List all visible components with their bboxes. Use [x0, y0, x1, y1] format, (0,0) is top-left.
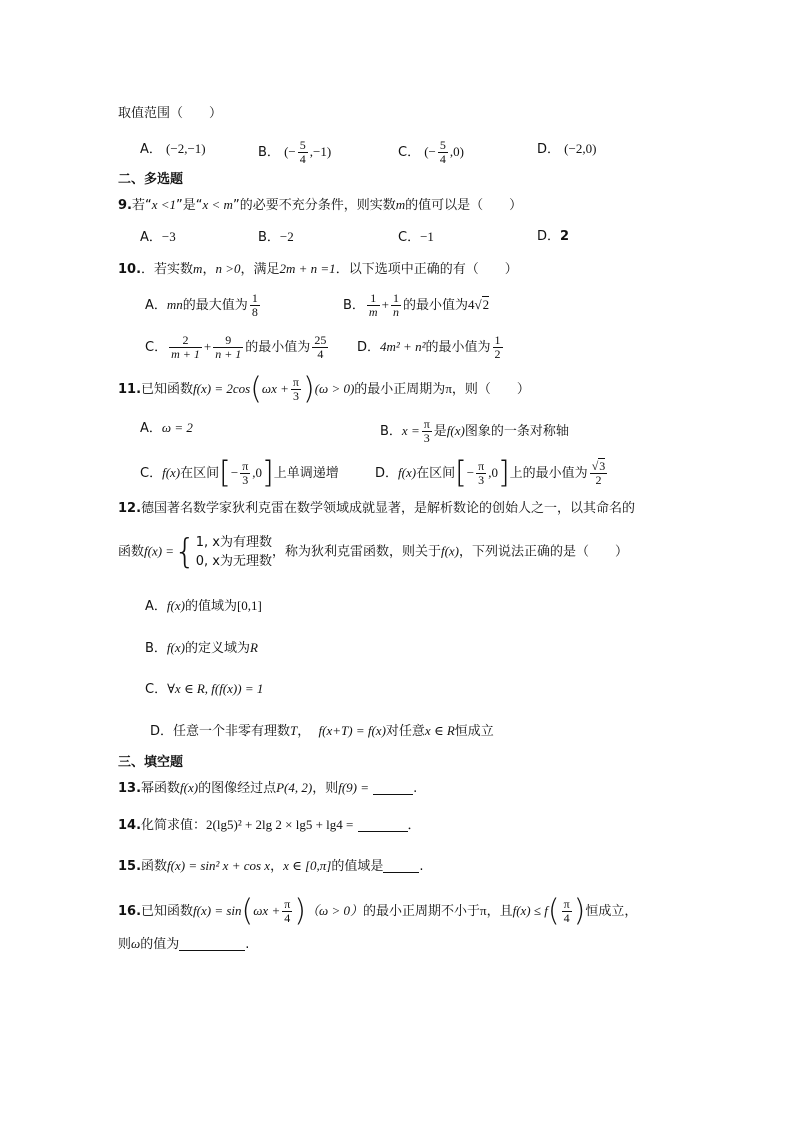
math: x ∈ R — [424, 723, 455, 738]
numerator: 1 — [367, 292, 380, 306]
text: 化简求值： — [141, 818, 207, 833]
q12-option-c — [145, 679, 263, 700]
fraction — [438, 139, 448, 166]
numerator: π — [284, 897, 291, 911]
text: ，称为狄利克雷函数，则关于 — [271, 544, 441, 560]
math: f(x) — [162, 465, 181, 480]
option-letter: B． — [258, 145, 280, 160]
q8-option-c — [398, 139, 464, 166]
answer-blank[interactable] — [179, 936, 245, 951]
text: 图象的一条对称轴 — [464, 424, 569, 439]
numerator: 5 — [439, 138, 446, 152]
q11-option-c: C．f(x)在区间[− $\frac{\pi}{3}$ ,0]上单调递增 — [140, 455, 339, 491]
denominator: n + 1 — [215, 347, 242, 361]
denominator: m — [368, 305, 378, 319]
denominator: 8 — [251, 305, 258, 319]
denominator: 2 — [595, 473, 602, 487]
math: ω — [131, 936, 141, 951]
fraction — [493, 334, 503, 361]
question-number: 10. — [118, 262, 142, 277]
text: . — [245, 937, 250, 952]
text: 幂函数 — [141, 781, 181, 796]
numerator: 1 — [251, 291, 258, 305]
q12-option-d — [150, 721, 494, 742]
text: 的图像经过点 — [198, 781, 277, 796]
math: ωx + — [261, 381, 289, 396]
section-fill-in-blank: 三、填空题 — [118, 755, 184, 770]
question-number: 12. — [118, 501, 142, 516]
math: f(x) = — [144, 543, 175, 559]
radicand: 3 — [599, 459, 606, 473]
question-10 — [118, 259, 518, 280]
text: ， — [270, 859, 284, 874]
math: R — [249, 640, 258, 655]
text: ，满足 — [240, 262, 280, 277]
text: 的值可以是（ ） — [405, 198, 523, 213]
text: ，且 — [486, 904, 513, 919]
text: 若“ — [131, 198, 152, 213]
option-letter: C． — [140, 466, 163, 481]
math: x <1 — [151, 197, 177, 212]
fraction — [240, 460, 250, 487]
math: ,0 — [488, 465, 498, 480]
text: . — [419, 859, 424, 874]
text: 对任意 — [385, 724, 425, 739]
denominator: n — [392, 305, 399, 319]
text: 的最大值为 — [182, 298, 248, 313]
denominator: 3 — [292, 389, 299, 403]
text: ”的必要不充分条件，则实数 — [232, 198, 396, 213]
text: 已知函数 — [141, 904, 194, 919]
text: 的最小正周期为 — [354, 382, 446, 397]
math: ω = 2 — [161, 420, 193, 435]
text: 的最小正周期不小于 — [362, 904, 480, 919]
option-value: 2 — [560, 229, 570, 244]
numerator: π — [292, 375, 299, 389]
numerator: π — [423, 417, 430, 431]
text: . — [413, 781, 418, 796]
math: f(x) = sin² x + cos x — [167, 858, 271, 873]
math: f(x) — [440, 543, 460, 559]
question-12-line1 — [118, 499, 635, 519]
fraction — [422, 418, 432, 445]
text: ， — [202, 262, 216, 277]
option-letter: D． — [357, 340, 381, 355]
option-letter: A． — [140, 142, 162, 157]
fraction — [291, 376, 301, 403]
fraction — [367, 292, 380, 319]
text: ． — [407, 818, 421, 833]
text: 的定义域为 — [184, 641, 250, 656]
math: π — [445, 381, 452, 396]
answer-blank[interactable] — [373, 780, 413, 795]
math: π — [479, 903, 487, 918]
numerator: 2 — [169, 334, 202, 348]
math: [0,1] — [236, 598, 262, 613]
case-rational: 1, x为有理数 — [195, 535, 272, 550]
option-letter: A． — [140, 230, 162, 245]
text: 的最小值为 — [402, 298, 468, 313]
text: 恒成立 — [454, 724, 494, 739]
q11-option-b — [380, 418, 569, 445]
numerator: π — [563, 897, 570, 911]
text: 在区间 — [416, 466, 456, 481]
option-letter: D． — [537, 229, 561, 244]
option-letter: B． — [145, 641, 167, 656]
q10-option-d — [357, 334, 505, 361]
text: 函数 — [118, 544, 145, 560]
denominator: 4 — [317, 347, 324, 361]
text: ”是“ — [176, 198, 203, 213]
fraction — [250, 292, 260, 319]
q9-option-a — [140, 227, 176, 248]
denominator: 3 — [478, 473, 485, 487]
option-value: −1 — [420, 229, 434, 244]
text: 则 — [118, 937, 132, 952]
numerator: 25 — [314, 333, 327, 347]
q9-option-b — [258, 227, 294, 248]
fraction: $\frac{√3}{2}$ — [591, 459, 606, 487]
piecewise-cases — [196, 533, 272, 571]
text: 的值域是 — [331, 859, 384, 874]
math: f(x) — [398, 465, 417, 480]
numerator: 1 — [392, 291, 399, 305]
math: mn — [166, 297, 183, 312]
math: 4 — [467, 297, 475, 312]
text: 任意一个非零有理数 — [173, 724, 291, 739]
option-value: (−2,0) — [564, 141, 597, 156]
math: （ω > 0） — [306, 903, 363, 918]
text: 已知函数 — [141, 382, 194, 397]
option-letter: C． — [145, 340, 168, 355]
question-16-line2 — [118, 934, 249, 955]
math: f(x) ≤ f — [512, 903, 548, 918]
math: f(x) = sin — [193, 903, 242, 918]
answer-blank[interactable] — [358, 817, 408, 832]
text: ，则 — [312, 781, 339, 796]
q8-option-d — [537, 139, 596, 160]
math: ∀x ∈ R, f(f(x)) = 1 — [167, 681, 264, 696]
intro-label: 取值范围（ ） — [118, 106, 223, 121]
q11-option-d: D．f(x)在区间[− $\frac{\pi}{3}$ ,0]上的最小值为 $\frac{√3}{2}$ — [375, 455, 606, 491]
q9-option-d — [537, 227, 569, 247]
question-number: 9. — [118, 198, 132, 213]
math: 4m² + n² — [380, 339, 426, 354]
text: 的值为 — [140, 937, 180, 952]
math: x = — [401, 423, 420, 438]
math: (ω > 0) — [314, 381, 355, 396]
question-16-line1: 16.已知函数f(x) = sin(ωx + $\frac{\pi}{4}$ )（ω > 0）的最小正周期不小于π，且f(x) ≤ f( $\frac{\pi}{4}$ )恒成立， — [118, 893, 638, 929]
numerator: π — [242, 459, 249, 473]
text: 函数 — [141, 859, 168, 874]
question-15 — [118, 856, 424, 877]
fraction — [298, 139, 308, 166]
math: + — [381, 297, 389, 312]
math: m — [395, 197, 406, 212]
radicand: 2 — [482, 297, 490, 312]
fraction — [312, 334, 328, 361]
denominator: 4 — [439, 152, 446, 166]
question-number: 11. — [118, 382, 142, 397]
q11-option-a — [140, 418, 193, 439]
q12-option-a — [145, 596, 262, 617]
option-letter: B． — [258, 230, 280, 245]
math: f(x) — [446, 423, 465, 438]
text: ， — [297, 724, 311, 739]
option-prefix: (− — [284, 144, 296, 159]
q10-option-a — [145, 292, 262, 319]
section-multiple-choice: 二、多选题 — [118, 172, 184, 187]
fraction — [476, 460, 486, 487]
question-number: 14. — [118, 818, 142, 833]
math: 2m + n =1 — [279, 261, 336, 276]
math: f(x) — [166, 598, 185, 613]
text: 上单调递增 — [273, 466, 339, 481]
option-suffix: ,−1) — [309, 144, 332, 159]
math: f(x) — [180, 780, 199, 795]
text: ，则（ ） — [451, 382, 530, 397]
text: ，下列说法正确的是（ ） — [459, 544, 629, 560]
math: ,0 — [252, 465, 263, 480]
option-value: (−2,−1) — [166, 141, 206, 156]
question-14 — [118, 815, 421, 836]
option-letter: C． — [145, 682, 168, 697]
option-letter: C． — [398, 230, 421, 245]
denominator: 4 — [563, 911, 570, 925]
question-number: 15. — [118, 859, 142, 874]
text: 是 — [433, 424, 447, 439]
text: 的最小值为 — [425, 340, 491, 355]
math: m — [193, 261, 203, 276]
math: f(x) = 2cos — [193, 381, 251, 396]
q8-option-a — [140, 139, 206, 160]
option-suffix: ,0) — [449, 144, 464, 159]
fraction — [282, 898, 292, 925]
option-letter: C． — [398, 145, 421, 160]
math: x < m — [202, 197, 233, 212]
fraction — [391, 292, 401, 319]
denominator: 4 — [299, 152, 306, 166]
question-11: 11.已知函数f(x) = 2cos(ωx + $\frac{\pi}{3}$ )(ω > 0)的最小正周期为π，则（ ） — [118, 371, 530, 407]
text: 在区间 — [180, 466, 220, 481]
option-letter: B． — [380, 424, 402, 439]
math: T — [290, 723, 298, 738]
numerator: 9 — [213, 334, 243, 348]
text: ．以下选项中正确的有（ ） — [335, 262, 518, 277]
denominator: 3 — [423, 431, 430, 445]
text: 上的最小值为 — [509, 466, 588, 481]
question-9 — [118, 195, 522, 216]
math: 2(lg5)² + 2lg 2 × lg5 + lg4 = — [206, 817, 354, 832]
text: 的值域为 — [184, 599, 237, 614]
option-letter: D． — [375, 466, 399, 481]
option-value: −2 — [279, 229, 294, 244]
option-letter: A． — [145, 298, 167, 313]
answer-blank[interactable] — [383, 858, 419, 873]
q9-option-c — [398, 227, 434, 248]
question-number: 13. — [118, 781, 142, 796]
case-irrational: 0, x为无理数 — [195, 554, 272, 569]
option-letter: A． — [140, 421, 162, 436]
option-letter: D． — [150, 724, 174, 739]
numerator: 5 — [299, 138, 306, 152]
option-value: −3 — [161, 229, 176, 244]
text: 恒成立， — [585, 904, 638, 919]
fraction — [562, 898, 572, 925]
denominator: 4 — [284, 911, 291, 925]
math: f(9) = — [338, 780, 370, 795]
q8-option-b — [258, 139, 331, 166]
q12-option-b — [145, 638, 258, 659]
question-number: 16. — [118, 904, 142, 919]
math: ωx + — [253, 903, 281, 918]
math: + — [203, 339, 212, 354]
text: 的最小值为 — [245, 340, 311, 355]
q10-option-b: B． $\frac{1}{m}$ + $\frac{1}{n}$ 的最小值为4√2 — [343, 291, 490, 319]
fraction — [169, 334, 202, 361]
numerator: π — [478, 459, 485, 473]
fraction — [213, 334, 243, 361]
math: P(4, 2) — [276, 780, 313, 795]
math: n >0 — [215, 261, 241, 276]
math: x ∈ [0,π] — [283, 858, 332, 873]
math: f(x) — [166, 640, 185, 655]
option-letter: B． — [343, 298, 365, 313]
question-12-line2: 函数f(x) ={ 1, x为有理数 0, x为无理数 ，称为狄利克雷函数，则关于f(x)，下列说法正确的是（ ） — [118, 532, 629, 572]
denominator: 3 — [242, 473, 249, 487]
option-letter: D． — [537, 142, 561, 157]
text: 德国著名数学家狄利克雷在数学领域成就显著，是解析数论的创始人之一，以其命名的 — [141, 501, 636, 516]
text: ．若实数 — [141, 262, 194, 277]
option-prefix: (− — [424, 144, 436, 159]
option-letter: A． — [145, 599, 167, 614]
denominator: 2 — [494, 347, 501, 361]
question-13 — [118, 778, 417, 799]
math: f(x+T) = f(x) — [318, 723, 386, 738]
intro-text — [118, 104, 222, 124]
q10-option-c — [145, 334, 330, 361]
numerator: 1 — [494, 333, 501, 347]
denominator: m + 1 — [171, 347, 200, 361]
